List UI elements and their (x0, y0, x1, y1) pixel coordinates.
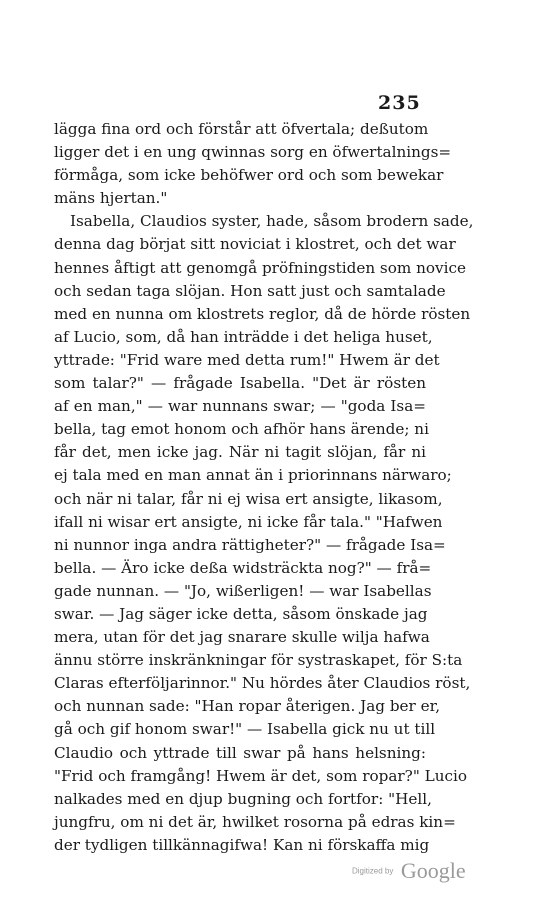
text-line: hennes åftigt att genomgå pröfningstiden som novice (54, 258, 466, 277)
body-text (54, 118, 474, 857)
text-line: lägga fina ord och förstår att öfvertala; deßutom (54, 120, 429, 138)
text-line: Claudio och yttrade till swar på hans helsning: (54, 743, 426, 762)
text-line: af en man," — war nunnans swar; — "goda Isa= (54, 397, 426, 416)
text-line: jungfru, om ni det är, hwilket rosorna på edras kin= (54, 812, 456, 831)
text-line: och sedan taga slöjan. Hon satt just och samtalade (54, 281, 446, 300)
text-line: der tydligen tillkännagifwa! Kan ni förskaffa mig (54, 835, 430, 854)
text-line: bella. — Äro icke deßa widsträckta nog?" — frå= (54, 558, 432, 577)
text-line: mäns hjertan." (54, 189, 168, 208)
text-line: gade nunnan. — "Jo, wißerligen! — war Isabellas (54, 581, 432, 600)
text-line: gå och gif honom swar!" — Isabella gick nu ut till (54, 720, 436, 739)
text-line: får det, men icke jag. När ni tagit slöjan, får ni (54, 443, 426, 462)
text-line: och när ni talar, får ni ej wisa ert ansigte, likasom, (54, 489, 443, 508)
text-line: ifall ni wisar ert ansigte, ni icke får tala." "Hafwen (54, 512, 443, 531)
text-line: ännu större inskränkningar för systraskapet, för S:ta (54, 651, 463, 670)
text-line: af Lucio, som, då han inträdde i det heliga huset, (54, 327, 433, 346)
text-line: bella, tag emot honom och afhör hans ärende; ni (54, 420, 429, 439)
text-line: denna dag börjat sitt noviciat i klostret, och det war (54, 235, 456, 254)
text-line: Claras efterföljarinnor." Nu hördes åter Claudios röst, (54, 674, 471, 693)
text-line: "Frid och framgång! Hwem är det, som ropar?" Lucio (54, 766, 468, 785)
text-line: mera, utan för det jag snarare skulle wilja hafwa (54, 628, 430, 647)
text-line: Isabella, Claudios syster, hade, såsom brodern sade, (70, 212, 474, 231)
text-line: yttrade: "Frid ware med detta rum!" Hwem är det (54, 350, 440, 369)
page-number: 235 (378, 92, 421, 114)
text-line: ligger det i en ung qwinnas sorg en öfwertalnings= (54, 143, 452, 162)
watermark-prefix: Digitized by (352, 866, 394, 876)
text-line: som talar?" — frågade Isabella. "Det är rösten (54, 374, 426, 393)
digitization-watermark (352, 858, 466, 884)
text-line: med en nunna om klostrets reglor, då de hörde rösten (54, 304, 471, 323)
text-line: ni nunnor inga andra rättigheter?" — frågade Isa= (54, 535, 446, 554)
text-line: förmåga, som icke behöfwer ord och som bewekar (54, 166, 444, 185)
text-line: ej tala med en man annat än i priorinnans närwaro; (54, 466, 452, 485)
text-line: nalkades med en djup bugning och fortfor: "Hell, (54, 789, 432, 808)
google-logo: Google (400, 858, 466, 883)
text-line: swar. — Jag säger icke detta, såsom önskade jag (54, 604, 428, 623)
text-line: och nunnan sade: "Han ropar återigen. Jag ber er, (54, 697, 441, 716)
